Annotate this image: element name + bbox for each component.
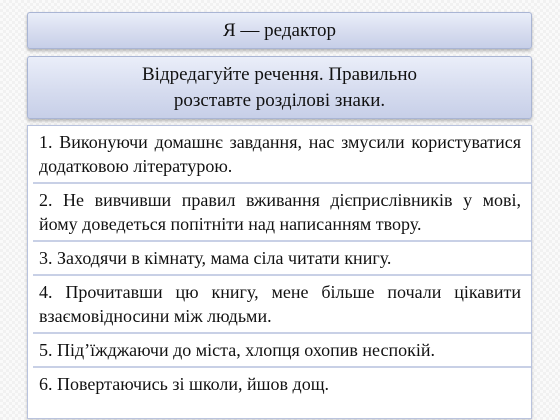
sentence-item-3: 3. Заходячи в кімнату, мама сіла читати книгу.	[33, 242, 531, 276]
instruction-banner	[27, 56, 532, 119]
sentence-item-4: 4. Прочитавши цю книгу, мене більше почали цікавити взаємовідносини між людьми.	[33, 276, 531, 334]
sentence-list	[27, 125, 532, 419]
instruction-line-1: Відредагуйте речення. Правильно	[142, 64, 417, 85]
sentence-item-6: 6. Повертаючись зі школи, йшов дощ.	[39, 374, 330, 394]
sentence-item-2: 2. Не вивчивши правил вживання дієприслівників у мові, йому доведеться попітніти над написанням твору.	[33, 184, 531, 242]
slide-title: Я — редактор	[223, 20, 336, 41]
sentence-item-5: 5. Під’їжджаючи до міста, хлопця охопив неспокій.	[33, 334, 531, 368]
sentence-item-1: 1. Виконуючи домашнє завдання, нас змусили користуватися додатковою літературою.	[33, 126, 531, 184]
title-banner	[27, 12, 532, 49]
instruction-line-2: розставте розділові знаки.	[173, 90, 386, 111]
